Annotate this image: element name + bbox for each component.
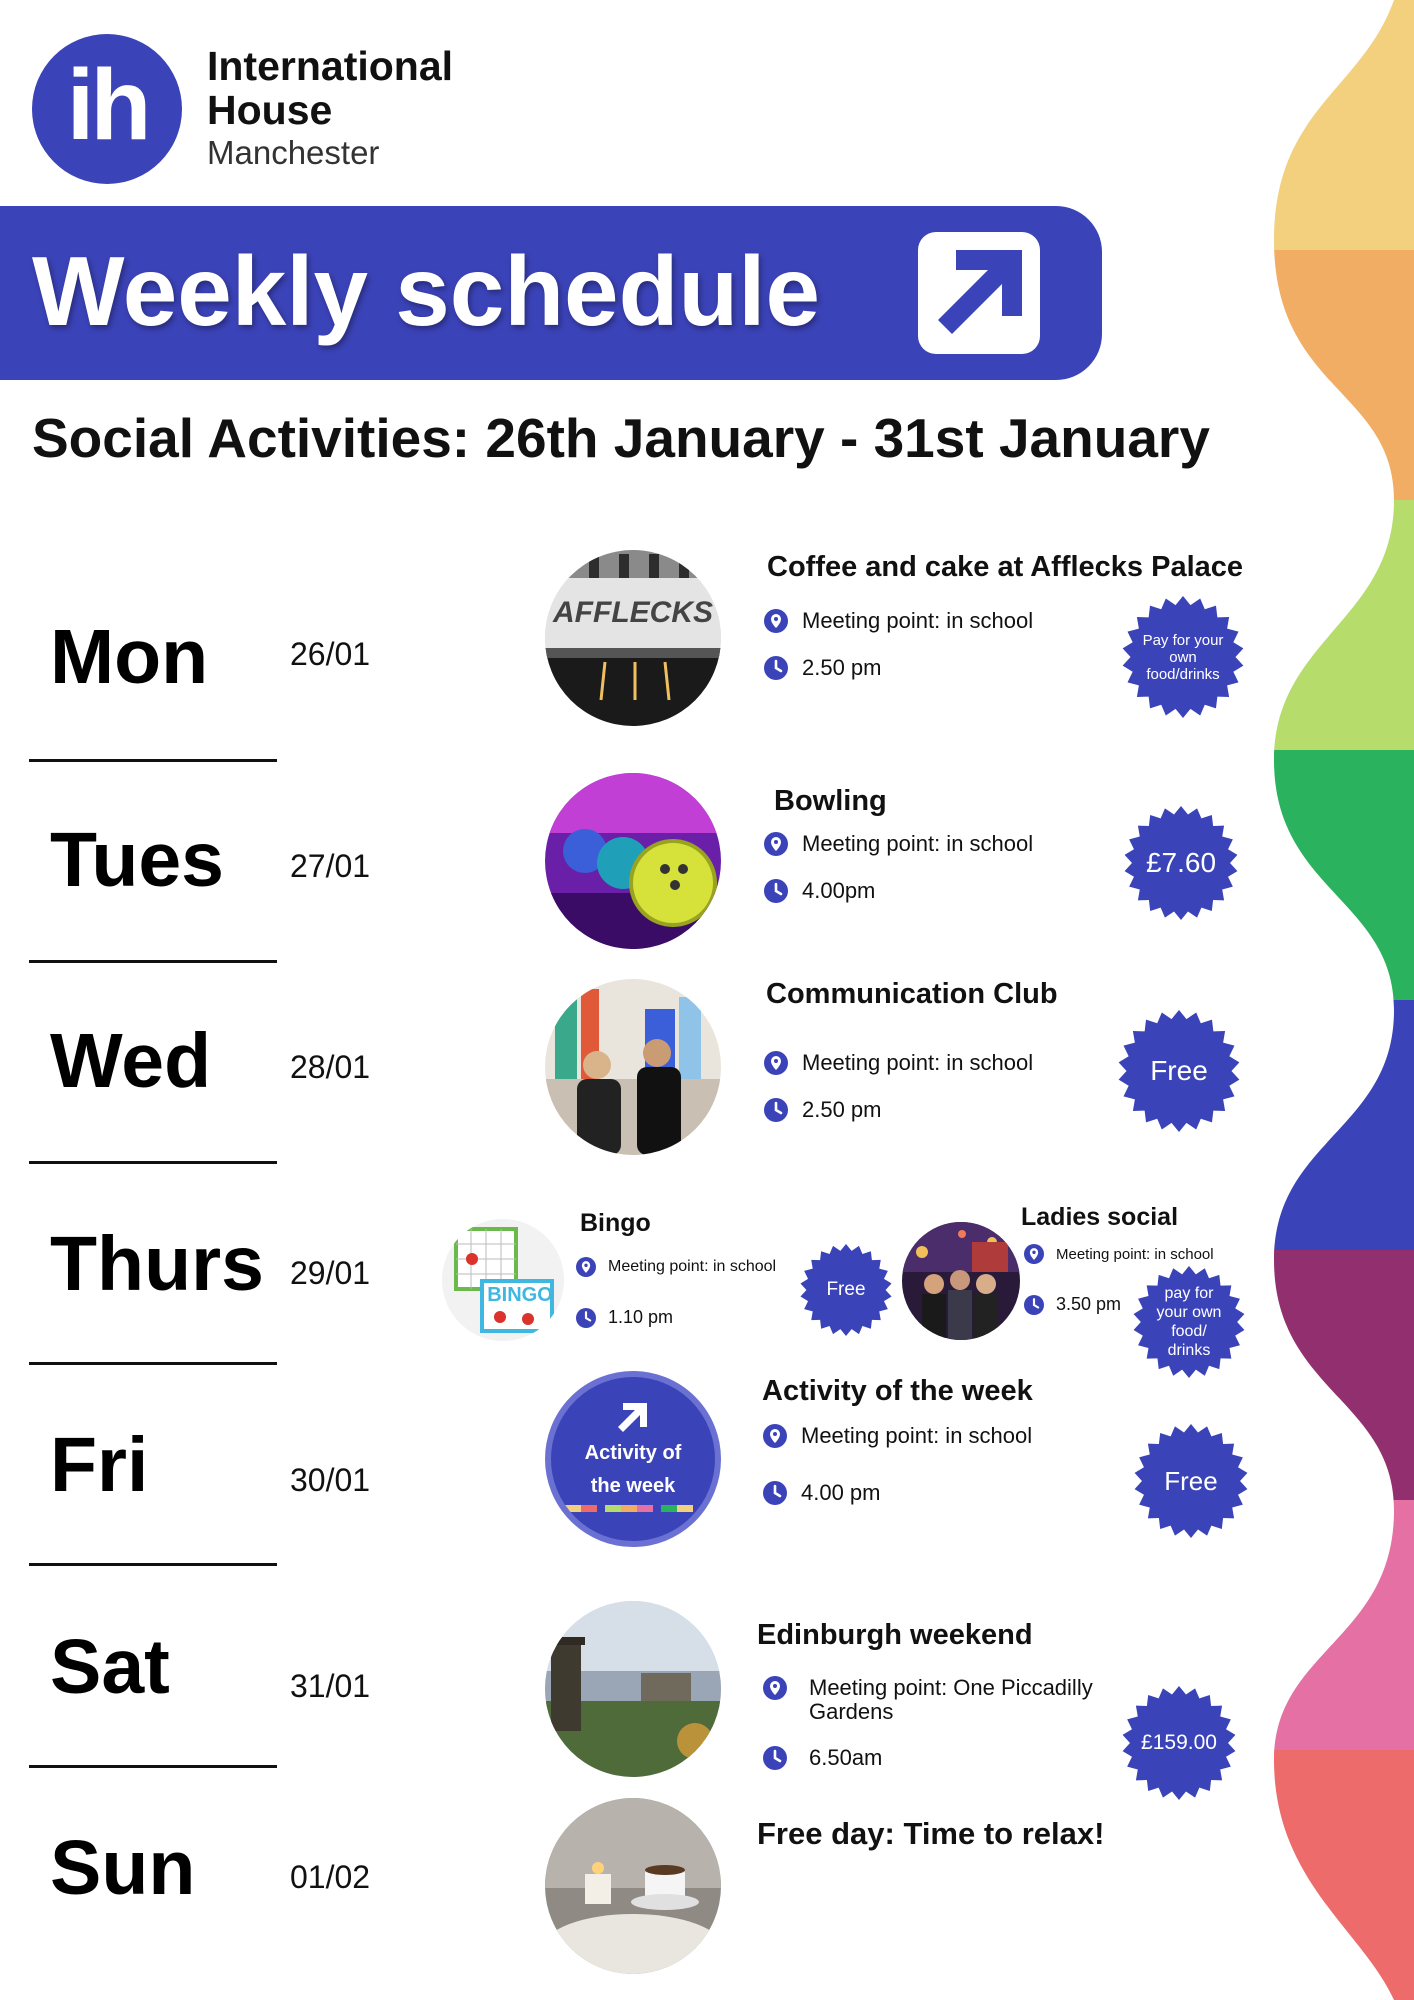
- location-pin-icon: [576, 1257, 596, 1277]
- clock-icon: [763, 1481, 787, 1505]
- day-label-fri: Fri: [50, 1422, 149, 1508]
- meeting-point-tue: [764, 831, 1033, 857]
- time-tue: [764, 878, 875, 904]
- afflecks-photo: [545, 550, 721, 726]
- price-line: drinks: [1167, 1342, 1211, 1359]
- date-wed: 28/01: [290, 1049, 371, 1085]
- date-fri: 30/01: [290, 1462, 371, 1498]
- day-label-tue: Tues: [50, 817, 225, 903]
- price-line: Pay for your: [1142, 631, 1224, 649]
- date-sat: 31/01: [290, 1668, 371, 1704]
- meeting-point-sat: [763, 1676, 1093, 1724]
- location-pin-icon: [763, 1424, 787, 1448]
- time-mon: [764, 655, 882, 681]
- meeting-point-wed: [764, 1050, 1033, 1076]
- communication-club-photo: [545, 979, 721, 1155]
- location-pin-icon: [764, 609, 788, 633]
- activity-title-sun: Free day: Time to relax!: [757, 1816, 1105, 1851]
- time-text: 4.00 pm: [801, 1480, 881, 1505]
- ih-logo-mark: ih: [32, 34, 182, 184]
- time-fri: [763, 1480, 881, 1506]
- activity-of-the-week-photo: [545, 1371, 721, 1547]
- date-mon: 26/01: [290, 636, 371, 672]
- time-text: 2.50 pm: [802, 1097, 882, 1122]
- logo-line-international: International: [207, 43, 454, 89]
- price-badge-sat: [1122, 1686, 1236, 1800]
- time-text: 1.10 pm: [608, 1307, 674, 1327]
- price-text: Free: [1164, 1465, 1218, 1496]
- day-label-sun: Sun: [50, 1825, 196, 1911]
- activity-title-wed: Communication Club: [766, 978, 1058, 1010]
- price-line: pay for: [1164, 1285, 1214, 1302]
- divider: [29, 1765, 277, 1768]
- time-text: 6.50am: [809, 1745, 883, 1770]
- arrow-up-right-icon: [918, 232, 1040, 354]
- relax-photo: [545, 1798, 721, 1974]
- price-line: food/: [1171, 1323, 1207, 1340]
- price-text: Free: [826, 1279, 866, 1300]
- divider: [29, 1161, 277, 1164]
- clock-icon: [763, 1746, 787, 1770]
- price-text: £159.00: [1141, 1731, 1217, 1754]
- logo-line-city: Manchester: [207, 134, 380, 171]
- meeting-point-text: Gardens: [809, 1699, 894, 1724]
- activity-of-week-line: the week: [590, 1475, 676, 1497]
- activity-of-week-line: Activity of: [584, 1442, 682, 1464]
- bowling-photo: [545, 773, 721, 949]
- wave-band: [1262, 1250, 1414, 1501]
- clock-icon: [764, 879, 788, 903]
- day-label-wed: Wed: [50, 1018, 212, 1104]
- time-bingo: [576, 1307, 673, 1328]
- meeting-point-text: Meeting point: in school: [802, 831, 1034, 856]
- time-ladies-social: [1024, 1294, 1121, 1315]
- wave-band: [1262, 0, 1414, 251]
- price-badge-wed: [1118, 1010, 1240, 1132]
- edinburgh-photo: [545, 1601, 721, 1777]
- meeting-point-text: Meeting point: in school: [608, 1258, 777, 1275]
- activity-title-mon: Coffee and cake at Afflecks Palace: [767, 551, 1244, 583]
- time-sat: [763, 1745, 882, 1771]
- ladies-social-photo: [902, 1222, 1020, 1340]
- day-label-mon: Mon: [50, 614, 209, 700]
- page-title: Weekly schedule: [32, 236, 821, 346]
- day-label-thu: Thurs: [50, 1221, 264, 1307]
- clock-icon: [576, 1308, 596, 1328]
- meeting-point-text: Meeting point: in school: [802, 1050, 1034, 1075]
- afflecks-sign-text: AFFLECKS: [553, 596, 713, 629]
- activity-title-sat: Edinburgh weekend: [757, 1619, 1033, 1651]
- time-text: 3.50 pm: [1056, 1294, 1122, 1314]
- bingo-card-text: BINGO: [487, 1284, 553, 1306]
- wave-band: [1262, 1750, 1414, 2000]
- meeting-point-text: Meeting point: in school: [1056, 1245, 1214, 1263]
- wave-band: [1262, 1500, 1414, 1751]
- time-text: 4.00pm: [802, 878, 876, 903]
- price-line: food/drinks: [1146, 665, 1220, 683]
- date-sun: 01/02: [290, 1859, 371, 1895]
- meeting-point-ladies-social: [1024, 1244, 1214, 1264]
- meeting-point-bingo: [576, 1257, 776, 1277]
- date-thu: 29/01: [290, 1255, 371, 1291]
- time-wed: [764, 1097, 882, 1123]
- divider: [29, 1362, 277, 1365]
- price-line: own: [1169, 648, 1197, 666]
- price-text: £7.60: [1145, 847, 1217, 878]
- activity-title-ladies-social: Ladies social: [1021, 1203, 1179, 1231]
- meeting-point-text: Meeting point: One Piccadilly: [809, 1675, 1093, 1700]
- clock-icon: [764, 656, 788, 680]
- meeting-point-fri: [763, 1423, 1032, 1449]
- wave-band: [1262, 1000, 1414, 1251]
- price-badge-tue: [1124, 806, 1238, 920]
- wave-band: [1262, 250, 1414, 501]
- divider: [29, 960, 277, 963]
- rainbow-wave-decoration: [1262, 0, 1414, 2000]
- meeting-point-text: Meeting point: in school: [801, 1423, 1033, 1448]
- location-pin-icon: [764, 1051, 788, 1075]
- meeting-point-mon: [764, 608, 1033, 634]
- location-pin-icon: [764, 832, 788, 856]
- date-tue: 27/01: [290, 848, 371, 884]
- bingo-photo: [442, 1219, 564, 1341]
- logo-line-house: House: [207, 87, 333, 133]
- activity-title-fri: Activity of the week: [762, 1375, 1033, 1407]
- location-pin-icon: [763, 1676, 787, 1700]
- wave-band: [1262, 750, 1414, 1001]
- price-badge-fri: [1134, 1424, 1248, 1538]
- price-text: Free: [1150, 1055, 1208, 1086]
- activity-title-bingo: Bingo: [580, 1209, 651, 1237]
- price-badge-ladies-social: [1133, 1266, 1245, 1378]
- price-line: your own: [1156, 1304, 1222, 1321]
- time-text: 2.50 pm: [802, 655, 882, 680]
- divider: [29, 759, 277, 762]
- location-pin-icon: [1024, 1244, 1044, 1264]
- wave-band: [1262, 500, 1414, 751]
- clock-icon: [764, 1098, 788, 1122]
- price-badge-mon: [1122, 596, 1244, 718]
- day-label-sat: Sat: [50, 1624, 170, 1710]
- clock-icon: [1024, 1295, 1044, 1315]
- divider: [29, 1563, 277, 1566]
- schedule-subtitle: Social Activities: 26th January - 31st January: [32, 407, 1210, 469]
- activity-title-tue: Bowling: [774, 785, 887, 817]
- price-badge-bingo: [800, 1244, 892, 1336]
- meeting-point-text: Meeting point: in school: [802, 608, 1034, 633]
